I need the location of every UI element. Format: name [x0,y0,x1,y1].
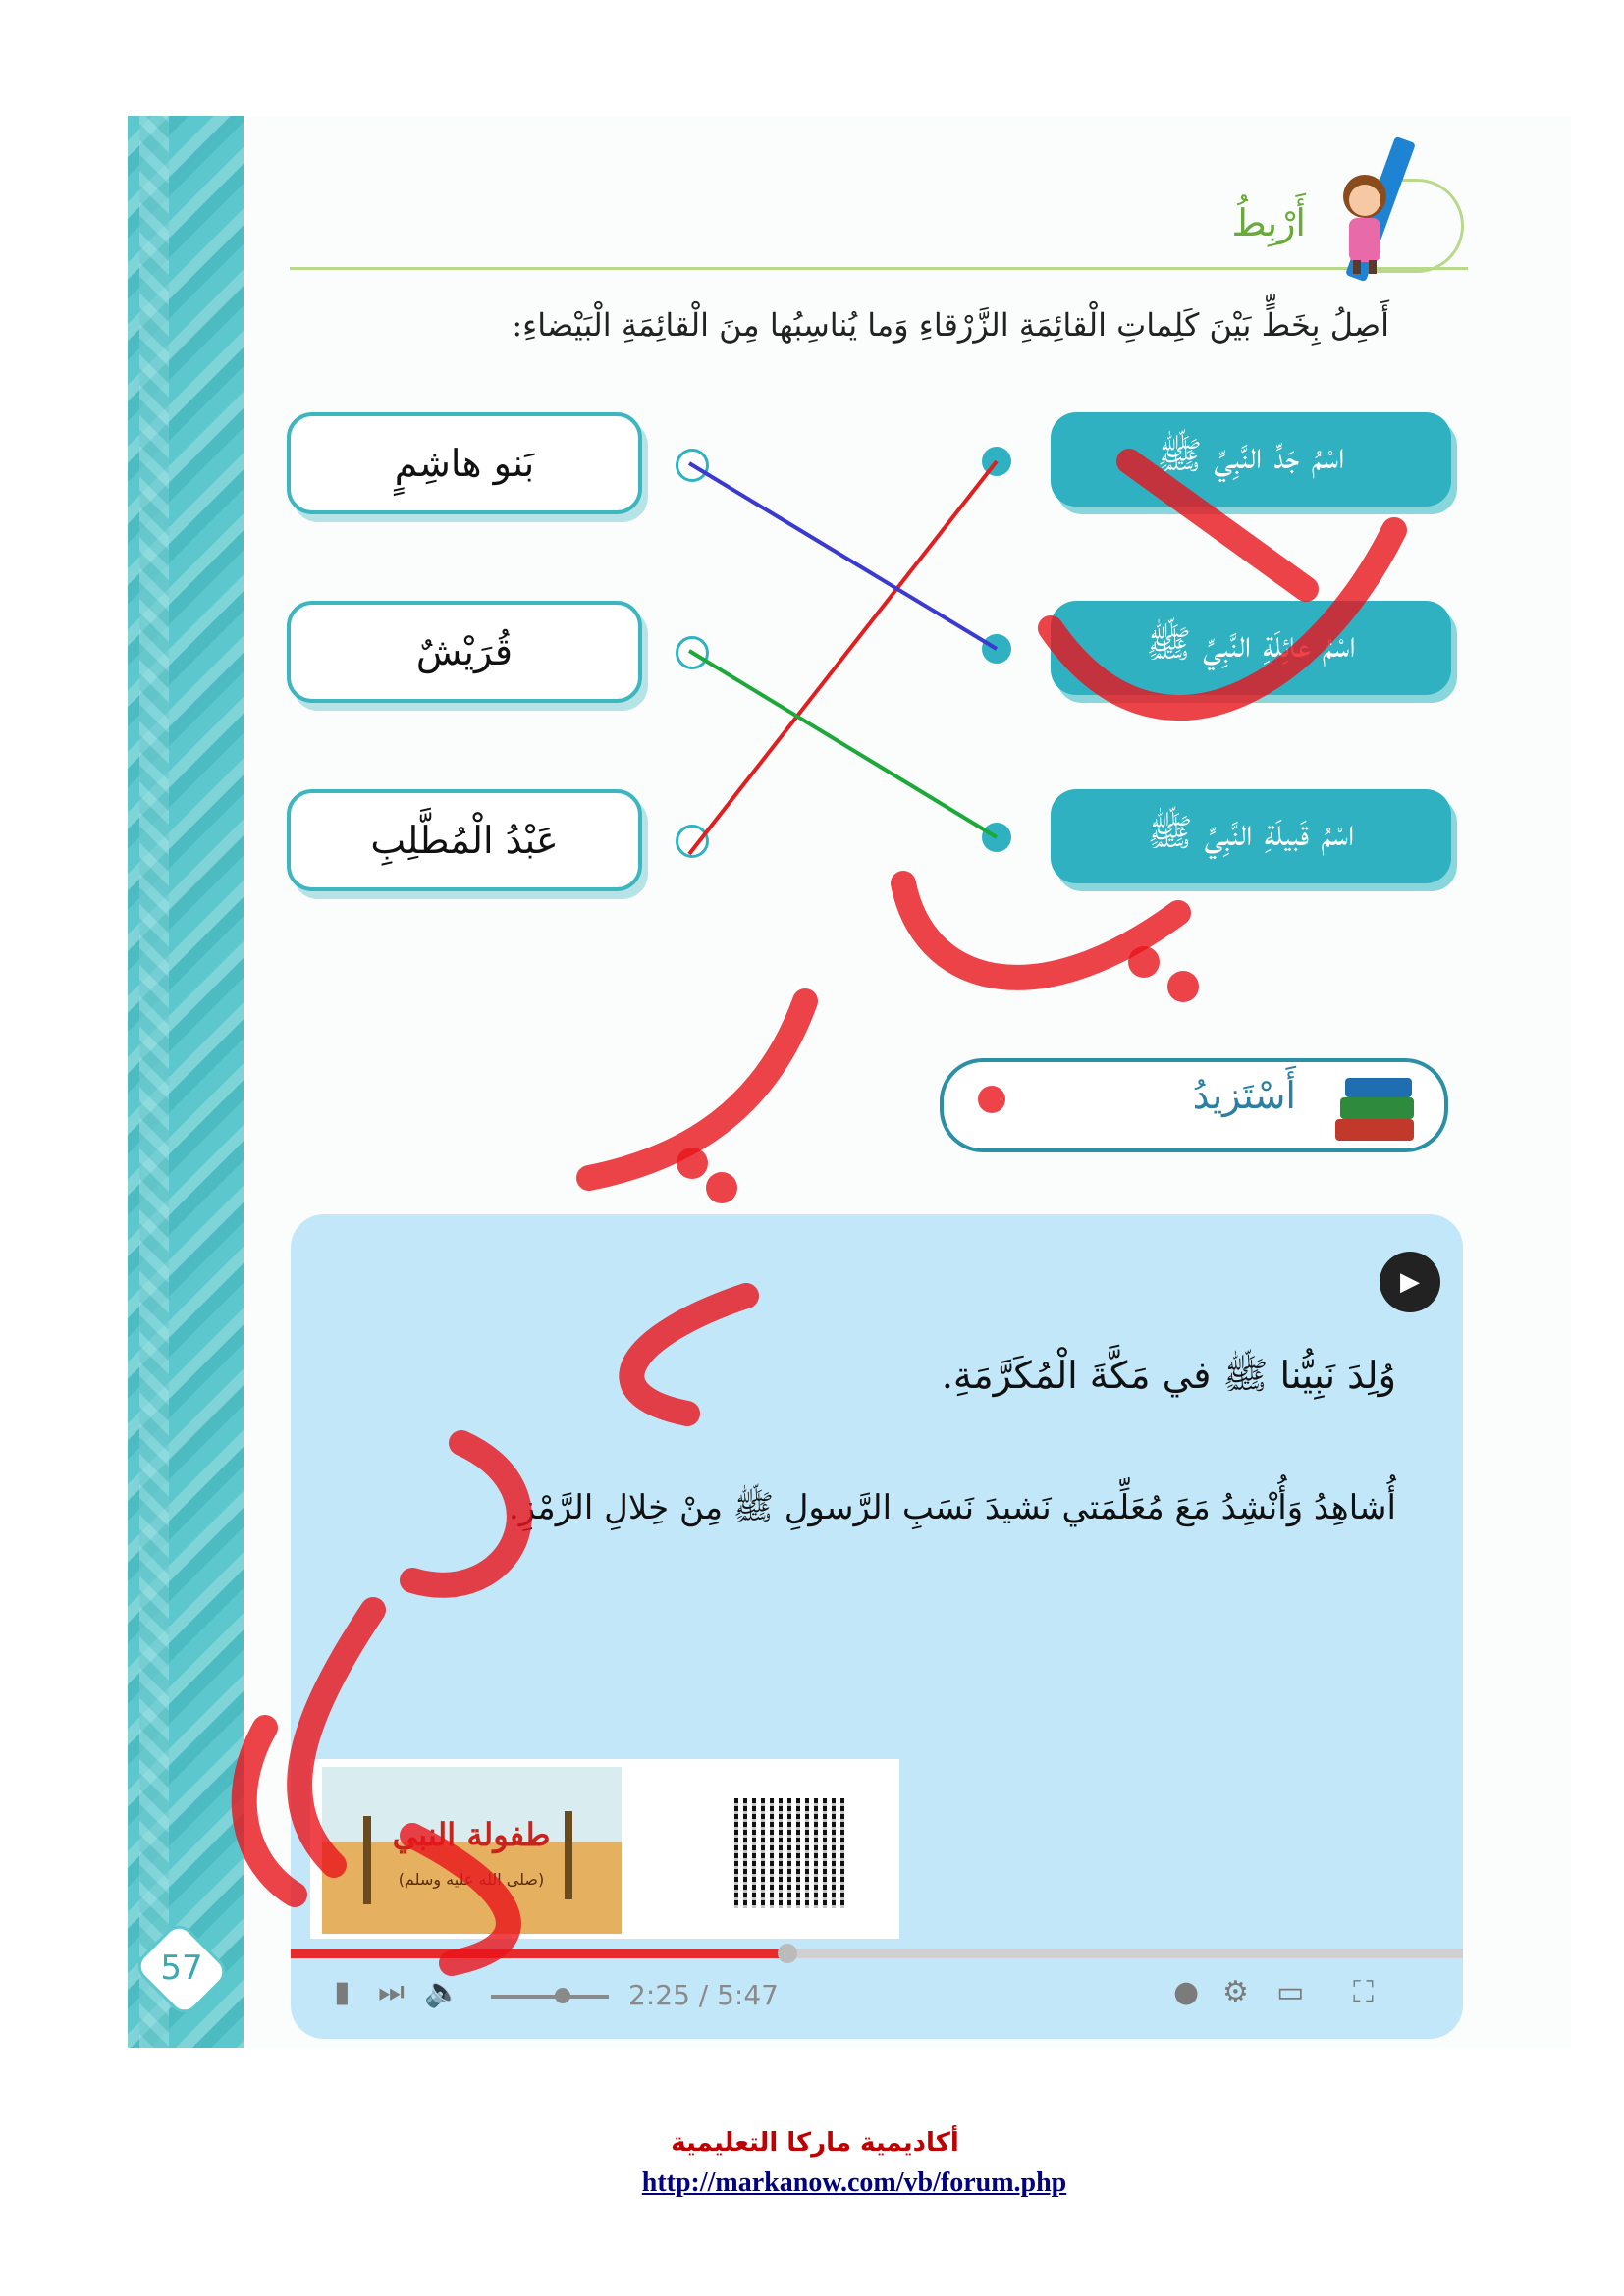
girl-illustration-icon [1326,167,1404,275]
footer-academy-name: أكاديمية ماركا التعليمية [671,2128,959,2158]
match-item-family[interactable]: اسْمُ عائِلَةِ النَّبِيِّ ﷺ [1051,601,1451,695]
video-progress-fill [291,1949,782,1958]
answer-banu-hashim[interactable]: بَنو هاشِمٍ [287,412,642,514]
thumbnail-title: طفولة النبي [392,1816,551,1853]
thumbnail-subtitle: (صلى الله عليه وسلم) [398,1870,545,1889]
books-icon [1316,1058,1434,1156]
section-divider [290,267,1468,270]
section-title-learn-more: أَسْتَزيدُ [1192,1074,1296,1117]
panel-text-birth: وُلِدَ نَبِيُّنا ﷺ في مَكَّةَ الْمُكَرَّمَةِ. [941,1354,1396,1397]
decorative-side-strip [128,116,244,2048]
volume-knob[interactable] [555,1988,570,2003]
answer-quraysh[interactable]: قُرَيْشٌ [287,601,642,703]
panel-text-watch: أُشاهِدُ وَأُنْشِدُ مَعَ مُعَلِّمَتي نَشيدَ نَسَبِ الرَّسولِ ﷺ مِنْ خِلالِ الرَّمْزِ. [508,1488,1396,1527]
answer-ring-quraysh[interactable] [676,636,709,669]
video-progress-knob[interactable] [778,1944,797,1963]
answer-abdul-muttalib[interactable]: عَبْدُ الْمُطَّلِبِ [287,789,642,891]
clock-icon[interactable]: ● [1173,1975,1200,2009]
play-control-icon[interactable]: ▮ [334,1975,351,2009]
volume-slider[interactable] [491,1995,609,1999]
match-dot-tribe[interactable] [982,823,1011,852]
qr-code-icon[interactable] [734,1798,844,1908]
answer-ring-banu-hashim[interactable] [676,449,709,482]
answer-ring-abdul-muttalib[interactable] [676,825,709,858]
gear-icon[interactable]: ⚙ [1222,1975,1249,2009]
footer-link[interactable]: http://markanow.com/vb/forum.php [641,2167,1067,2198]
theater-mode-icon[interactable]: ▭ [1276,1975,1305,2009]
volume-icon[interactable]: 🔈 [424,1975,461,2009]
video-time: 2:25 / 5:47 [628,1979,779,2011]
next-icon[interactable]: ⏭ [378,1975,405,2009]
instruction-text: أَصِلُ بِخَطٍّ بَيْنَ كَلِماتِ الْقائِمَةِ الزَّرْقاءِ وَما يُناسِبُها مِنَ الْقائِمَةِ الْبَيْضاءِ: [512,306,1389,344]
match-dot-grandfather[interactable] [982,447,1011,476]
fullscreen-icon[interactable]: ⛶ [1353,1975,1374,2009]
play-icon[interactable]: ▶ [1380,1252,1440,1312]
match-item-tribe[interactable]: اسْمُ قَبيلَةِ النَّبِيِّ ﷺ [1051,789,1451,883]
match-item-grandfather[interactable]: اسْمُ جَدِّ النَّبِيِّ ﷺ [1051,412,1451,507]
section-title-connect: أَرْبِطُ [1231,201,1306,244]
page-number: 57 [160,1949,203,1988]
match-dot-family[interactable] [982,634,1011,664]
